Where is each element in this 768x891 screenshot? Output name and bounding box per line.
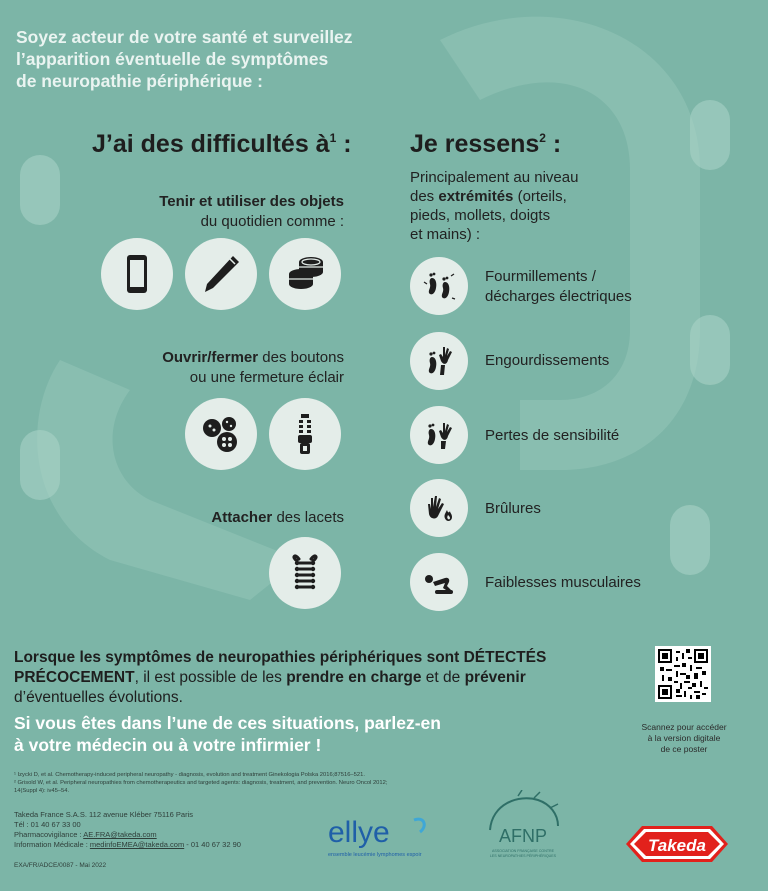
right-intro-line3: pieds, mollets, doigts [410,207,551,224]
section-objects-text [100,192,344,232]
bottom-line2-mid: , il est possible de les [134,669,287,686]
sensitivity-loss-icon [410,406,468,464]
reference-2: ² Grisold W, et al. Peripheral neuropathies from chemotherapeutics and targeted agents: diagnosis, treatment, and prevention. Neuro Oncol 2012; [14,780,388,786]
right-intro-line1: Principalement au niveau [410,169,579,186]
right-intro-pre: des [410,188,439,205]
pharmacovigilance-email-link[interactable]: AE.FRA@takeda.com [83,830,157,839]
muscle-weakness-icon [410,553,468,611]
right-intro-bold: extrémités [438,188,514,205]
buttons-icon [185,398,257,470]
right-title-footnote: 2 [539,131,546,145]
right-column-title [410,130,610,159]
symptom-weakness-label: Faiblesses musculaires [485,574,641,591]
burning-hand-icon [410,479,468,537]
symptom-burning-label: Brûlures [485,500,541,517]
afnp-wordmark: AFNP [498,826,548,846]
medical-info-email-link[interactable]: medinfoEMEA@takeda.com [89,840,185,849]
intro-line-1: Soyez acteur de votre santé et surveillez [16,27,353,47]
qr-code[interactable] [655,646,711,702]
medical-info-label: Information Médicale : [14,840,90,849]
qr-caption-line2: à la version digitale [647,733,721,743]
intro-line-3: de neuropathie périphérique : [16,71,263,91]
left-title-colon: : [336,130,352,158]
ellye-logo [324,812,464,864]
bottom-line2-mid2: et de [421,669,465,686]
company-address: Takeda France S.A.S. 112 avenue Kléber 75116 Paris [14,810,194,819]
right-intro-line4: et mains) : [410,226,481,243]
ellye-wordmark: ellye [328,816,390,849]
right-title-colon: : [545,130,562,158]
section-objects-line2: du quotidien comme : [200,213,344,230]
afnp-tagline-2: LES NEUROPATHIES PÉRIPHÉRIQUES [489,854,557,858]
right-intro-post: (orteils, [513,188,567,205]
takeda-logo [624,824,730,864]
qr-caption [610,722,758,755]
pharmacovigilance-label: Pharmacovigilance : [14,830,84,839]
reference-2-cont: 14(Suppl 4): iv45–54. [14,788,70,794]
cta-line2: à votre médecin ou à votre infirmier ! [14,735,322,755]
intro-heading [16,26,416,92]
left-column-title [92,130,392,159]
bottom-line1: Lorsque les symptômes de neuropathies périphériques sont DÉTECTÉS [14,649,547,666]
cta-line1: Si vous êtes dans l’une de ces situations, parlez-en [14,713,441,733]
right-title-text: Je ressens [410,130,540,158]
symptom-numbness-label: Engourdissements [485,352,610,369]
bottom-line2-bold3: prévenir [464,669,526,686]
left-title-text: J’ai des difficultés à [92,130,330,158]
section-buttons-line2: ou une fermeture éclair [189,369,344,386]
bottom-line2-bold: PRÉCOCEMENT [14,669,135,686]
pen-icon [185,238,257,310]
qr-caption-line3: de ce poster [660,744,708,754]
section-laces-text [100,508,344,528]
left-title-footnote: 1 [329,131,337,145]
bottom-line2-bold2: prendre en charge [286,669,422,686]
medical-info-phone: - 01 40 67 32 90 [184,840,241,849]
symptom-tingling-label [485,267,632,307]
tingling-feet-icon [410,257,468,315]
intro-line-2: l’apparition éventuelle de symptômes [16,49,329,69]
symptom-tingling-line1: Fourmillements / [485,268,596,285]
contact-info [14,810,314,850]
reference-1: ¹ Izycki D, et al. Chemotherapy-induced peripheral neuropathy - diagnosis, evolution and treatment Ginekologia Polska 2016;87516–521. [14,772,365,778]
section-buttons-rest: des boutons [258,349,344,366]
afnp-tagline-1: ASSOCIATION FRANÇAISE CONTRE [491,849,555,853]
coins-icon [269,238,341,310]
laces-icon [269,537,341,609]
section-laces-rest: des lacets [272,509,344,526]
document-code: EXA/FR/ADCE/0087 - Mai 2022 [14,862,107,869]
numb-feet-hands-icon [410,332,468,390]
bottom-line3: d’éventuelles évolutions. [14,689,183,706]
section-buttons-bold: Ouvrir/fermer [162,349,259,366]
phone-icon [101,238,173,310]
zipper-icon [269,398,341,470]
bottom-message [14,648,594,708]
company-phone: Tél : 01 40 67 33 00 [14,820,81,829]
ellye-tagline: ensemble leucémie lymphomes espoir [328,852,422,858]
takeda-wordmark: Takeda [648,836,706,855]
call-to-action [14,712,514,756]
afnp-logo [478,790,568,865]
right-intro [410,168,640,244]
section-laces-bold: Attacher [211,509,273,526]
section-buttons-text [100,348,344,388]
symptom-tingling-line2: décharges électriques [485,288,632,305]
section-objects-bold: Tenir et utiliser des objets [159,193,344,210]
qr-caption-line1: Scannez pour accéder [641,722,727,732]
references [14,771,494,795]
symptom-sensitivity-label: Pertes de sensibilité [485,427,620,444]
